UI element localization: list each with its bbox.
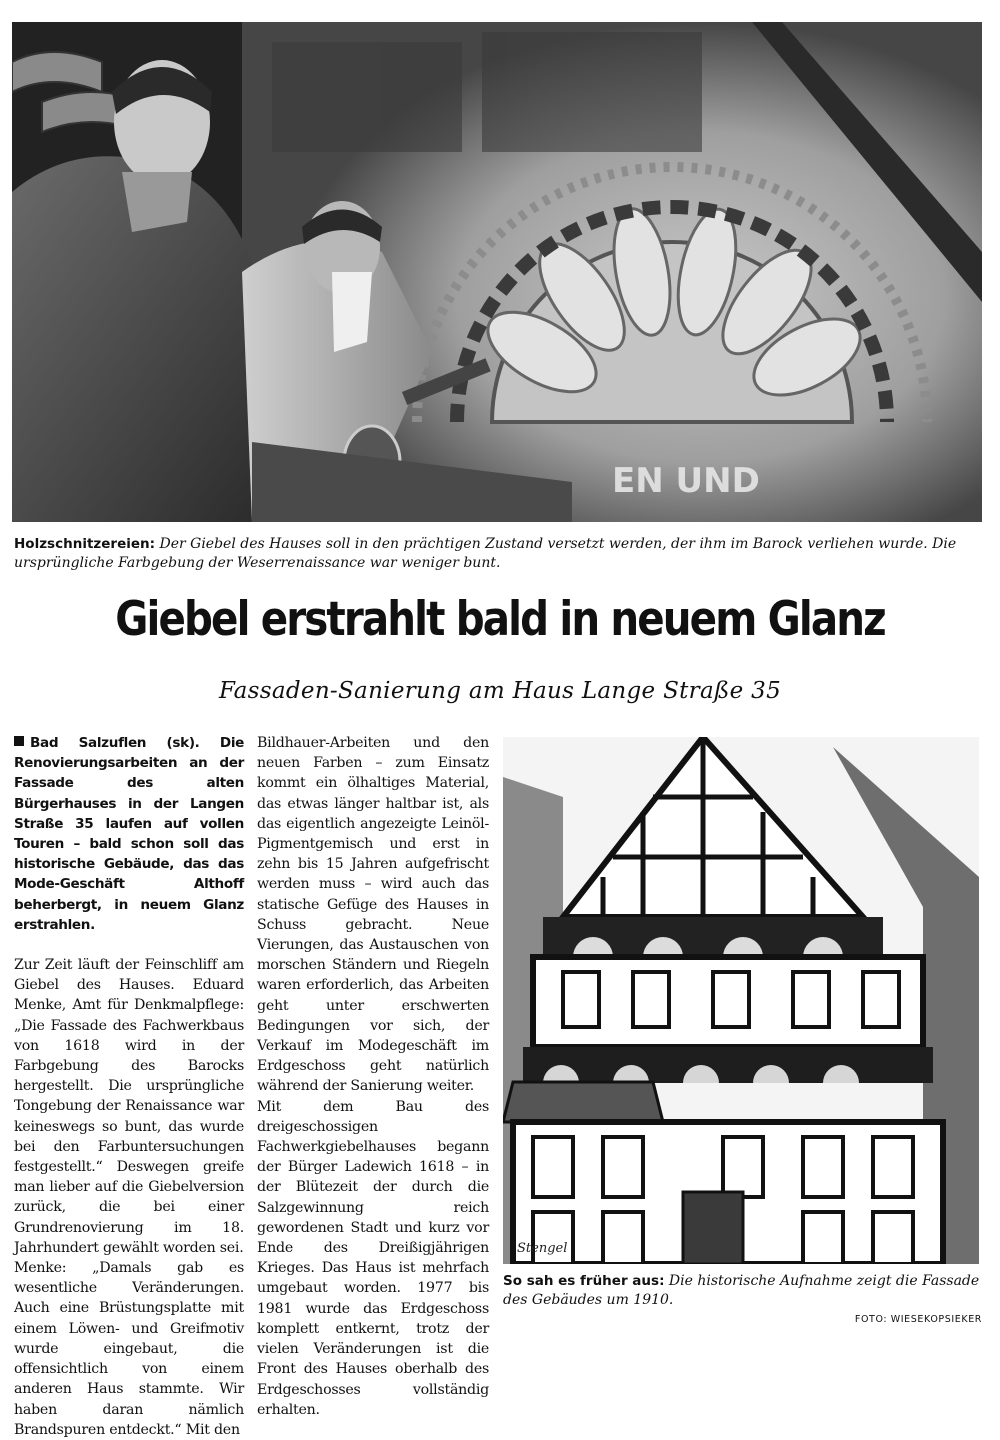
- article-column-1: [14, 733, 244, 1440]
- workers-carving-photo: [12, 22, 982, 522]
- paragraph-4: Mit dem Bau des dreigeschossigen Fachwerkgiebelhauses begann der Bürger Ladewich 1618 – in der Blütezeit der durch die Salzgewinnung reich gewordenen Stadt und kurz vor Ende des Dreißigjährigen Krieges. Das Haus ist mehrfach umgebaut worden. 1977 bis 1981 wurde das Erdgeschoss komplett entkernt, trotz der vielen Veränderungen ist die Front des Hauses oberhalb des Erdgeschosses vollständig erhalten.: [257, 1098, 489, 1418]
- house-photo-caption: [503, 1272, 987, 1310]
- top-photo: [12, 22, 982, 522]
- lead-paragraph: [14, 733, 244, 935]
- headline: Giebel erstrahlt bald in neuem Glanz: [115, 592, 885, 647]
- historic-house-photo: [503, 737, 979, 1264]
- caption-lead: Holzschnitzereien:: [14, 536, 156, 552]
- house-photo: [503, 737, 979, 1264]
- article-column-2: [257, 733, 489, 1420]
- carving-lettering: EN UND: [612, 461, 760, 501]
- caption-text: Die historische Aufnahme zeigt die Fassade des Gebäudes um 1910.: [503, 1273, 980, 1308]
- paragraph-2: Menke: „Damals gab es wesentliche Veränderungen. Auch eine Brüstungsplatte mit einem Löwen- und Greifmotiv wurde eingebaut, die offensichtlich von einem anderen Haus stammte. Wir haben daran nämlich Brandspuren entdeckt.“ Mit den: [14, 1260, 244, 1438]
- bullet-square-icon: [14, 736, 24, 746]
- caption-text: Der Giebel des Hauses soll in den prächtigen Zustand versetzt werden, der ihm im Barock verliehen wurde. Die ursprüngliche Farbgebung der Weserrenaissance war weniger bunt.: [14, 536, 957, 571]
- caption-lead: So sah es früher aus:: [503, 1273, 665, 1289]
- photographer-signature: Stengel: [517, 1241, 568, 1256]
- photo-credit: FOTO: WIESEKOPSIEKER: [854, 1314, 982, 1325]
- lead-text: Bad Salzuflen (sk). Die Renovierungsarbeiten an der Fassade des alten Bürgerhauses in der Langen Straße 35 laufen auf vollen Touren – bald schon soll das historische Gebäude, das das Mode-Geschäft Althoff beherbergt, in neuem Glanz erstrahlen.: [14, 735, 244, 933]
- top-photo-caption: [14, 535, 986, 573]
- subheadline: Fassaden-Sanierung am Haus Lange Straße 35: [218, 678, 782, 704]
- paragraph-1: Zur Zeit läuft der Feinschliff am Giebel des Hauses. Eduard Menke, Amt für Denkmalpflege: „Die Fassade des Fachwerkbaus von 1618 wird in der Farbgebung des Barocks hergestellt. Die ursprüngliche Tongebung der Renaissance war keineswegs so bunt, das wurde bei den Farbuntersuchungen festgestellt.“ Deswegen greife man lieber auf die Giebelversion zurück, die bei einer Grundrenovierung im 18. Jahrhundert gewählt worden sei.: [14, 957, 244, 1256]
- paragraph-3: Bildhauer-Arbeiten und den neuen Farben – zum Einsatz kommt ein ölhaltiges Material, das etwas länger haltbar ist, als das eigentlich angezeigte Leinöl-Pigmentgemisch und erst in zehn bis 15 Jahren aufgefrischt werden muss – wird auch das statische Gefüge des Hauses in Schuss gebracht. Neue Vierungen, das Austauschen von morschen Ständern und Riegeln waren erforderlich, das Arbeiten geht unter erschwerten Bedingungen vor sich, der Verkauf im Modegeschäft im Erdgeschoss geht natürlich während der Sanierung weiter.: [257, 735, 489, 1095]
